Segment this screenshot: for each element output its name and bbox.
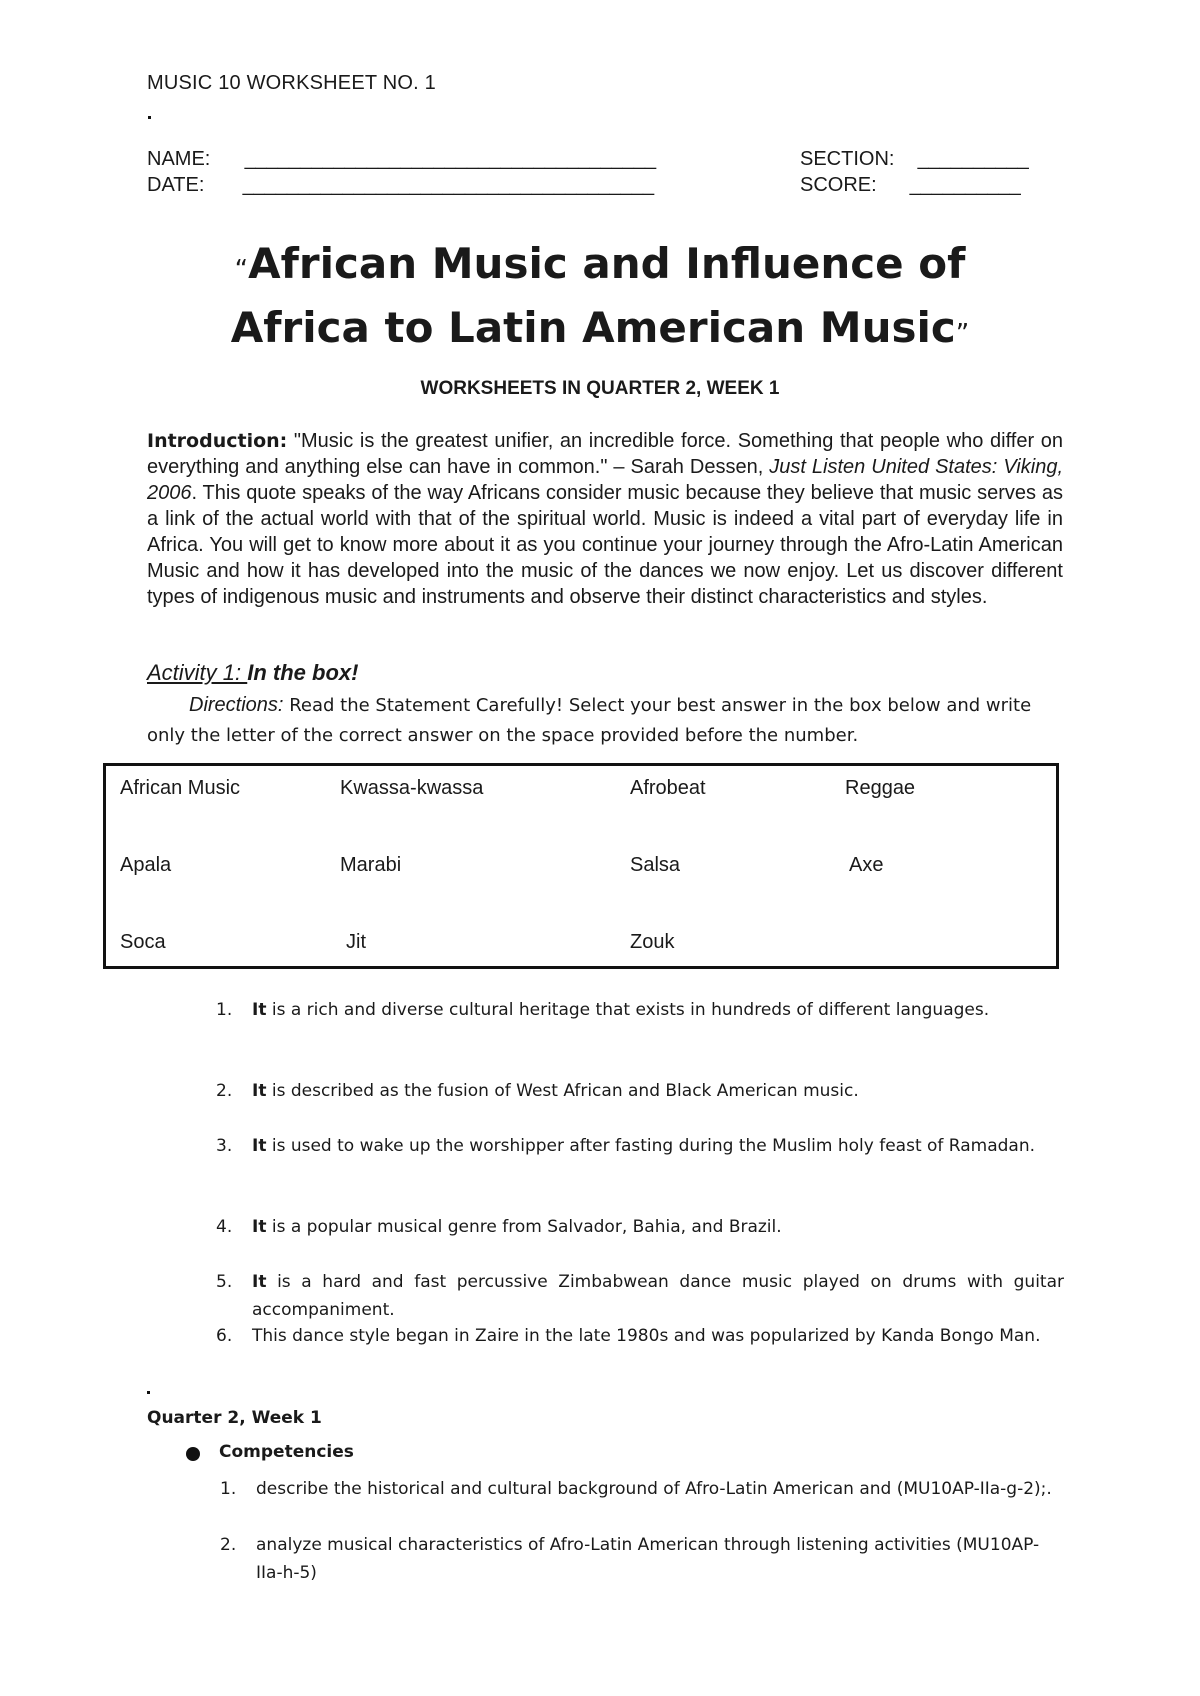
intro-text-2: . This quote speaks of the way Africans consider music because they believe that music serves as a link of the actual world with that of the spiritual world. Music is indeed a vital part of everyday life in Africa. You will get to know more about it as you continue your journey through the Afro-Latin American Music and how it has developed into the music of the dances we now enjoy. Let us discover different types of indigenous music and instruments and observe their distinct characteristics and styles. [147, 482, 1063, 608]
question-item [216, 996, 1064, 1024]
question-text: is a popular musical genre from Salvador, Bahia, and Brazil. [266, 1217, 782, 1237]
answer-choices-box [103, 763, 1059, 969]
question-item [216, 1322, 1064, 1350]
question-lead: It [252, 1217, 267, 1237]
question-text: is used to wake up the worshipper after fasting during the Muslim holy feast of Ramadan. [266, 1136, 1036, 1156]
question-item [216, 1132, 1064, 1160]
choice-cell: Kwassa-kwassa [340, 777, 484, 799]
directions [147, 690, 1067, 751]
question-number: 3. [216, 1136, 233, 1156]
question-text: is described as the fusion of West African and Black American music. [266, 1081, 859, 1101]
question-text: is a rich and diverse cultural heritage that exists in hundreds of different languages. [266, 1000, 990, 1020]
question-lead: It [252, 1136, 267, 1156]
question-number: 2. [216, 1081, 233, 1101]
activity-label: Activity 1: [147, 660, 248, 685]
score-row [800, 174, 1021, 197]
question-item [216, 1077, 1064, 1105]
choice-cell: Salsa [630, 854, 681, 876]
subtitle: WORKSHEETS IN QUARTER 2, WEEK 1 [420, 378, 780, 399]
name-line[interactable]: _____________________________________ [244, 148, 657, 170]
question-lead: It [252, 1000, 267, 1020]
question-lead: It [252, 1081, 267, 1101]
question-number: 5. [216, 1272, 233, 1292]
choice-cell: Soca [120, 931, 166, 953]
choice-cell: Marabi [340, 854, 402, 876]
bullet-dot [147, 1391, 150, 1394]
choice-cell: Zouk [630, 931, 675, 953]
question-number: 6. [216, 1326, 233, 1346]
competency-item [220, 1531, 1056, 1587]
competency-text: describe the historical and cultural background of Afro-Latin American and (MU10AP-IIa-g-2);. [256, 1479, 1052, 1499]
activity-title: In the box! [247, 660, 359, 685]
choice-cell: Jit [346, 931, 366, 953]
section-row [800, 148, 1029, 171]
date-line[interactable]: _____________________________________ [242, 174, 655, 196]
choice-cell: African Music [120, 777, 241, 799]
question-number: 4. [216, 1217, 233, 1237]
competency-number: 2. [220, 1535, 237, 1555]
worksheet-title: MUSIC 10 WORKSHEET NO. 1 [147, 72, 436, 94]
intro-citation: Just Listen United States: Viking, 2006 [147, 456, 1063, 504]
section-line[interactable]: __________ [917, 148, 1029, 170]
name-row [147, 148, 656, 171]
score-label: SCORE: [800, 174, 877, 196]
choice-cell: Reggae [845, 777, 916, 799]
competency-text: analyze musical characteristics of Afro-Latin American through listening activities (MU10AP-IIa-h-5) [256, 1535, 1040, 1583]
question-number: 1. [216, 1000, 233, 1020]
intro-label: Introduction: [147, 430, 288, 452]
directions-text: Read the Statement Carefully! Select your best answer in the box below and write only the letter of the correct answer on the space provided before the number. [147, 695, 1032, 746]
bullet-dot [148, 116, 151, 119]
intro-text-1: "Music is the greatest unifier, an incredible force. Something that people who differ on everything and anything else can have in common." – Sarah Dessen, [147, 430, 1063, 478]
main-title-line2 [0, 296, 1200, 366]
quarter-week-heading: Quarter 2, Week 1 [147, 1408, 322, 1428]
date-label: DATE: [147, 174, 205, 196]
open-quote: “ [234, 255, 249, 285]
date-row [147, 174, 654, 197]
name-label: NAME: [147, 148, 211, 170]
question-lead: It [252, 1272, 267, 1292]
score-line[interactable]: __________ [909, 174, 1021, 196]
competency-item [220, 1475, 1056, 1503]
close-quote: ” [955, 319, 970, 349]
introduction-paragraph [147, 428, 1063, 610]
question-item [216, 1268, 1064, 1324]
competency-number: 1. [220, 1479, 237, 1499]
question-item [216, 1213, 1064, 1241]
directions-label: Directions: [189, 694, 284, 716]
competencies-heading: Competencies [219, 1442, 354, 1462]
question-text: is a hard and fast percussive Zimbabwean dance music played on drums with guitar accompaniment. [252, 1272, 1064, 1320]
question-text: This dance style began in Zaire in the late 1980s and was popularized by Kanda Bongo Man. [252, 1326, 1041, 1346]
title-text-line2: Africa to Latin American Music [230, 303, 956, 352]
section-label: SECTION: [800, 148, 895, 170]
choice-cell: Afrobeat [630, 777, 706, 799]
bullet-icon [186, 1447, 200, 1461]
choice-cell: Axe [849, 854, 884, 876]
main-title-line1 [0, 232, 1200, 302]
choice-cell: Apala [120, 854, 172, 876]
activity-heading [147, 660, 358, 686]
title-text-line1: African Music and Influence of [248, 239, 966, 288]
